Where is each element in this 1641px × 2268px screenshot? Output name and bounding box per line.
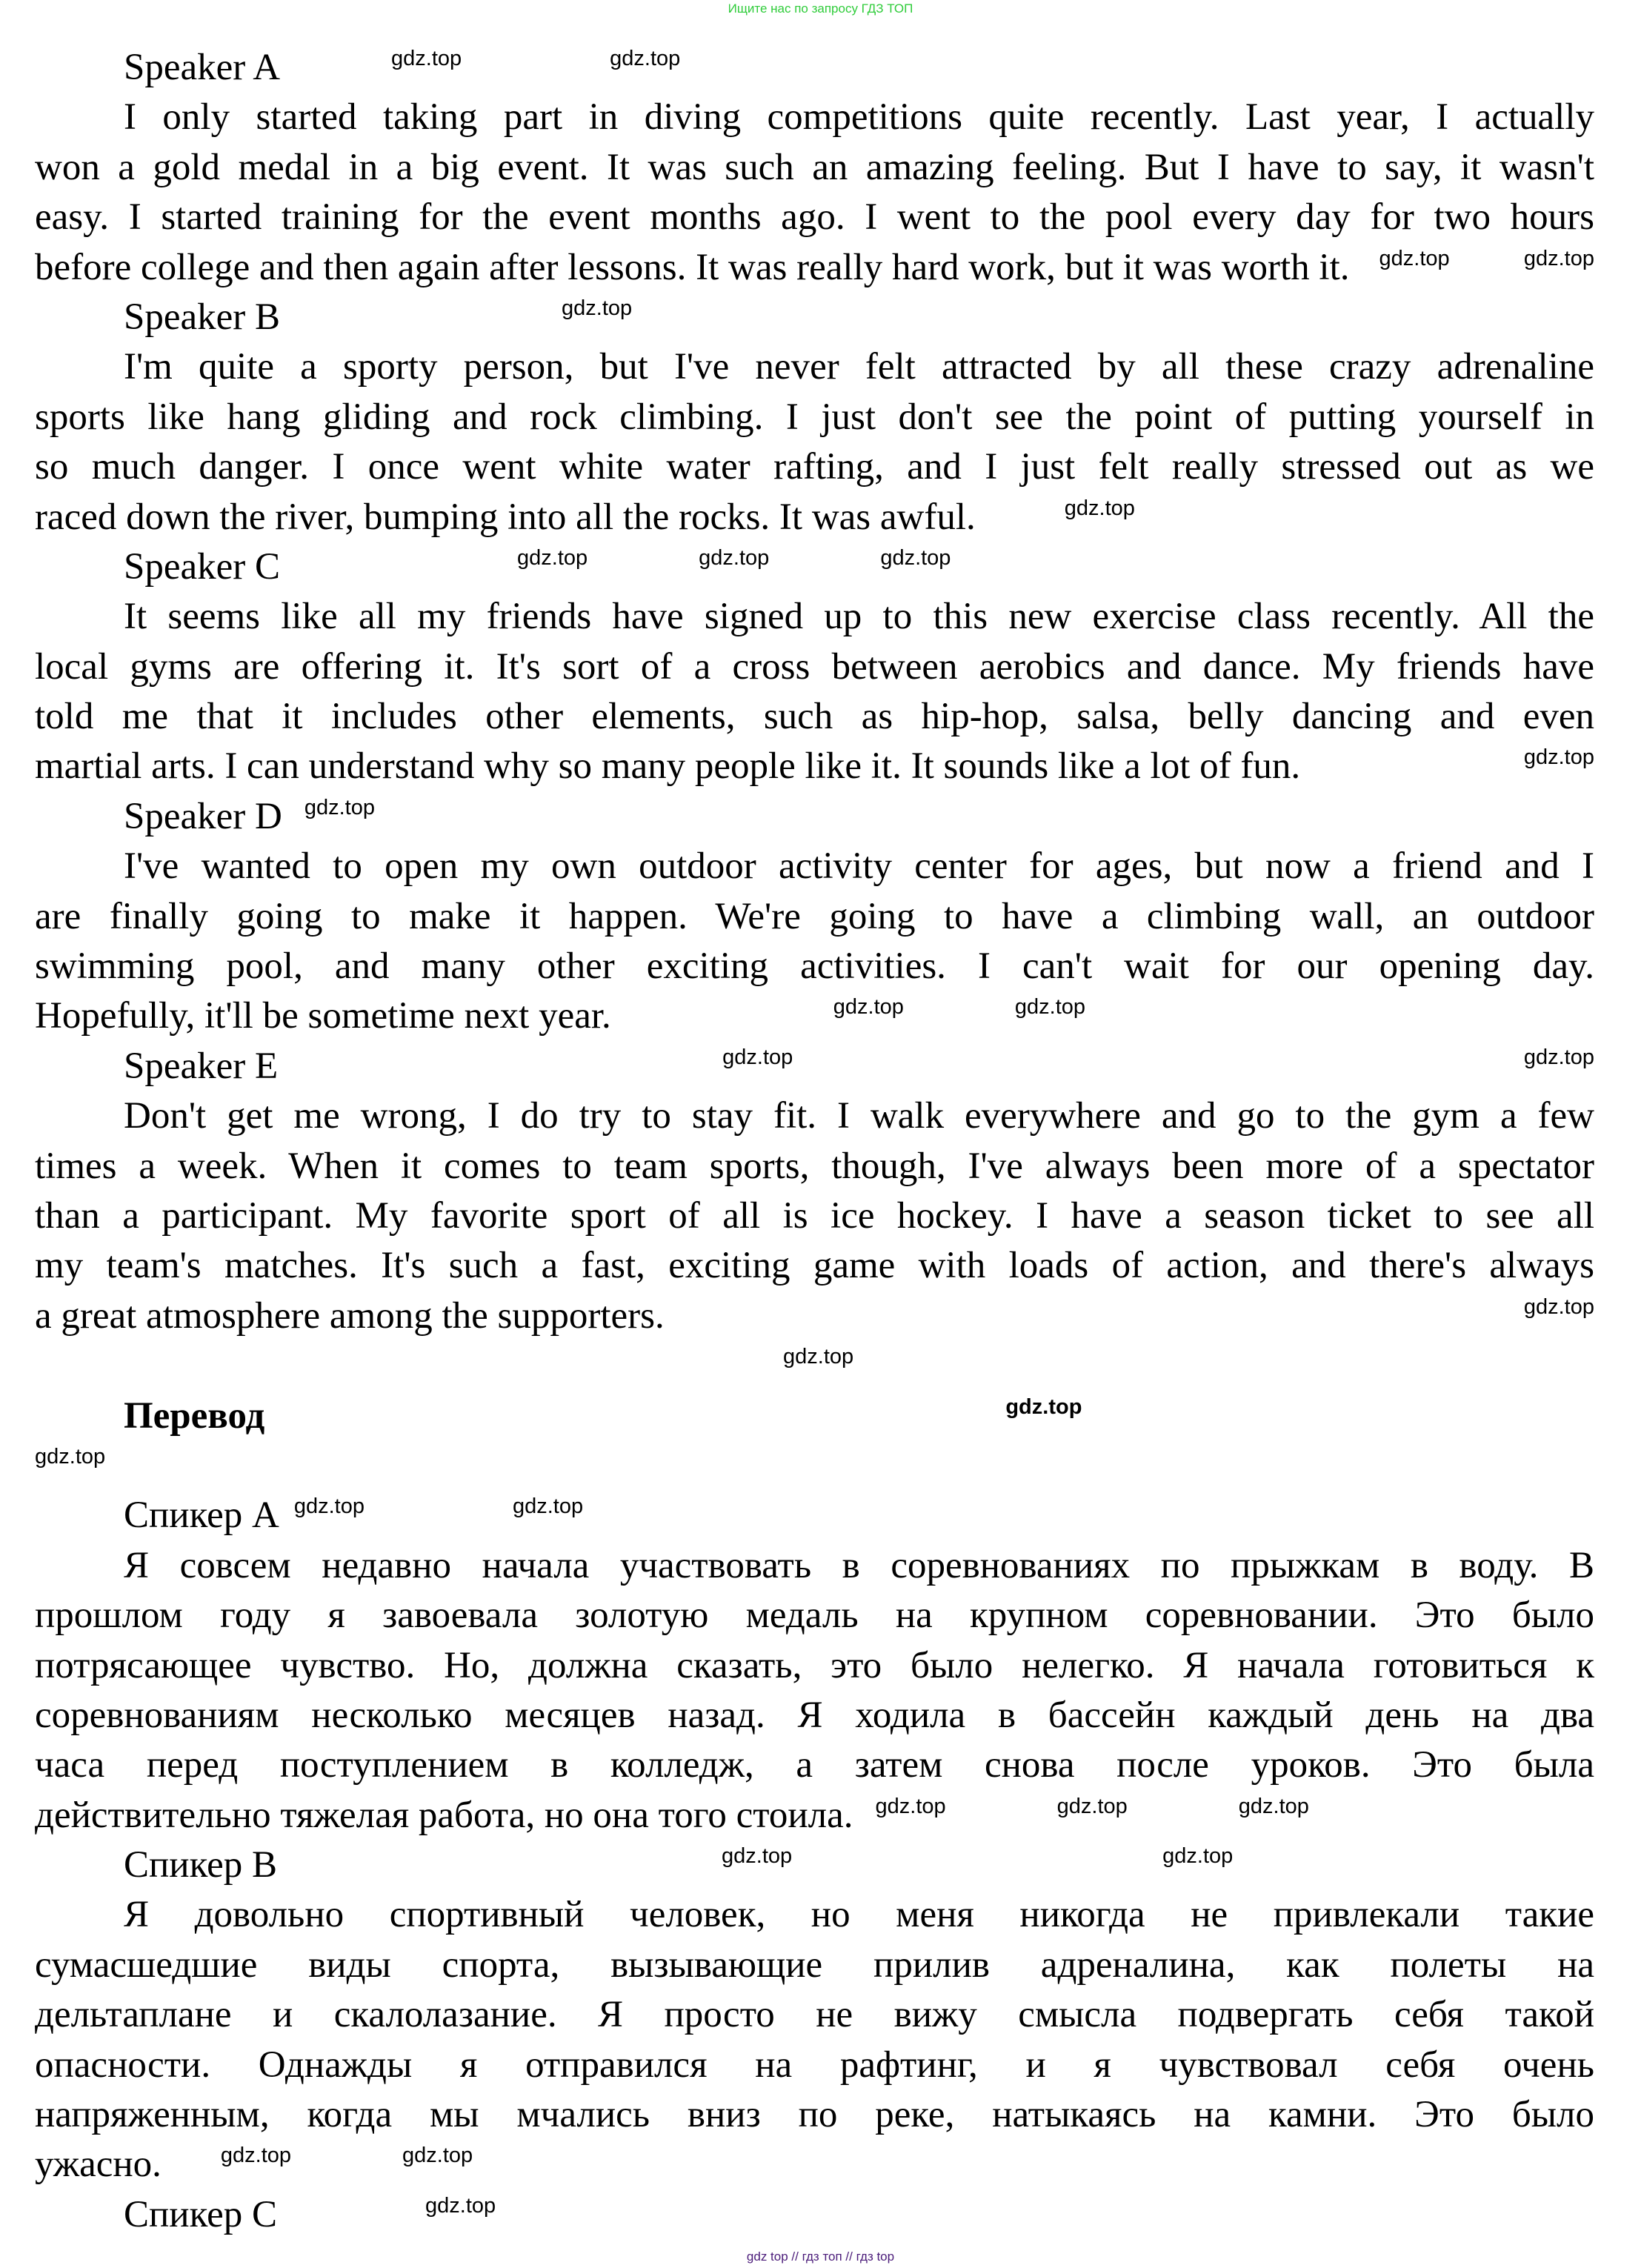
watermark: gdz.top xyxy=(783,1345,854,1369)
text-line: часа перед поступлением в колледж, а затем снова после уроков. Это была xyxy=(35,1744,1594,1786)
text-line: Я совсем недавно начала участвовать в соревнованиях по прыжкам в воду. В xyxy=(124,1544,1594,1586)
paragraph xyxy=(35,592,1594,792)
watermark: gdz.top xyxy=(402,2144,473,2168)
text-line: are finally going to make it happen. We're going to have a climbing wall, an outdoor xyxy=(35,895,1594,937)
watermark: gdz.top xyxy=(391,47,462,70)
text-line-content: ужасно. xyxy=(35,2144,162,2186)
speaker-heading: Speaker E xyxy=(124,1045,279,1087)
text-line: told me that it includes other elements, such as hip-hop, salsa, belly dancing and even xyxy=(35,696,1594,738)
speaker-heading: Спикер B xyxy=(124,1844,278,1886)
watermark: gdz.top xyxy=(1238,1794,1309,1818)
watermark: gdz.top xyxy=(425,2193,496,2218)
speaker-heading-line xyxy=(35,1491,1594,1540)
text-line: local gyms are offering it. It's sort of a cross between aerobics and dance. My friends have xyxy=(35,645,1594,688)
text-line: соревнованиям несколько месяцев назад. Я ходила в бассейн каждый день на два xyxy=(35,1694,1594,1736)
text-line: сумасшедшие виды спорта, вызывающие прилив адреналина, как полеты на xyxy=(35,1943,1594,1986)
text-line-content: martial arts. I can understand why so many people like it. It sounds like a lot of fun. xyxy=(35,745,1301,788)
text-line xyxy=(35,742,1594,791)
paragraph xyxy=(35,1890,1594,2189)
text-line xyxy=(35,493,1594,542)
text-line: times a week. When it comes to team sports, though, I've always been more of a spectator xyxy=(35,1145,1594,1187)
text-line: дельтаплане и скалолазание. Я просто не вижу смысла подвергать себя такой xyxy=(35,1994,1594,2036)
speaker-heading-line xyxy=(35,293,1594,342)
text-line: Don't get me wrong, I do try to stay fit. I walk everywhere and go to the gym a few xyxy=(124,1095,1594,1137)
watermark: gdz.top xyxy=(1523,1294,1594,1319)
speaker-heading: Спикер A xyxy=(124,1494,279,1537)
text-line: Я довольно спортивный человек, но меня никогда не привлекали такие xyxy=(124,1894,1594,1936)
text-line-content: Hopefully, it'll be sometime next year. xyxy=(35,995,611,1037)
watermark: gdz.top xyxy=(875,1794,946,1818)
text-line xyxy=(35,243,1594,293)
speaker-heading-line xyxy=(35,792,1594,842)
text-line xyxy=(35,1291,1594,1341)
text-line: потрясающее чувство. Но, должна сказать, это было нелегко. Я начала готовиться к xyxy=(35,1644,1594,1686)
text-line-content: a great atmosphere among the supporters. xyxy=(35,1294,665,1337)
text-line: I only started taking part in diving competitions quite recently. Last year, I actually xyxy=(124,96,1594,139)
blank-line xyxy=(35,1441,1594,1491)
watermark: gdz.top xyxy=(722,1045,793,1069)
watermark: gdz.top xyxy=(1162,1844,1234,1869)
speaker-heading: Speaker A xyxy=(124,47,281,88)
text-line xyxy=(35,991,1594,1041)
speaker-heading: Speaker C xyxy=(124,545,281,588)
watermark: gdz.top xyxy=(833,995,904,1020)
speaker-heading: Спикер C xyxy=(124,2193,278,2235)
watermark: gdz.top xyxy=(1064,496,1135,520)
text-line: my team's matches. It's such a fast, exciting game with loads of action, and there's always xyxy=(35,1245,1594,1287)
watermark: gdz.top xyxy=(880,545,951,570)
text-line: swimming pool, and many other exciting activities. I can't wait for our opening day. xyxy=(35,945,1594,988)
speaker-heading-line xyxy=(35,1042,1594,1091)
text-line: напряженным, когда мы мчались вниз по реке, натыкаясь на камни. Это было xyxy=(35,2094,1594,2136)
paragraph xyxy=(35,842,1594,1042)
section-title: Перевод xyxy=(124,1394,265,1437)
watermark: gdz.top xyxy=(562,296,633,320)
paragraph xyxy=(35,93,1594,293)
paragraph xyxy=(35,1541,1594,1840)
text-line: so much danger. I once went white water rafting, and I just felt really stressed out as we xyxy=(35,446,1594,488)
watermark: gdz.top xyxy=(722,1844,793,1869)
watermark: gdz.top xyxy=(517,545,588,570)
watermark: gdz.top xyxy=(1056,1794,1128,1818)
watermark: gdz.top xyxy=(1005,1394,1082,1419)
text-line: I've wanted to open my own outdoor activity center for ages, but now a friend and I xyxy=(124,845,1594,888)
text-line: than a participant. My favorite sport of all is ice hockey. I have a season ticket to see all xyxy=(35,1194,1594,1237)
watermark: gdz.top xyxy=(293,1494,365,1519)
paragraph xyxy=(35,342,1594,542)
speaker-heading-line xyxy=(35,43,1594,93)
watermark: gdz.top xyxy=(512,1494,584,1519)
text-line: I'm quite a sporty person, but I've never felt attracted by all these crazy adrenaline xyxy=(124,346,1594,388)
watermark: gdz.top xyxy=(610,47,681,70)
bottom-banner[interactable]: gdz top // гдз топ // гдз top xyxy=(746,2249,895,2264)
section-title-line xyxy=(35,1391,1594,1441)
watermark: gdz.top xyxy=(1523,745,1594,770)
watermark: gdz.top xyxy=(1014,995,1086,1020)
top-banner[interactable]: Ищите нас по запросу ГДЗ ТОП xyxy=(728,1,913,16)
document-body xyxy=(35,43,1594,2240)
speaker-heading-line xyxy=(35,1840,1594,1890)
watermark: gdz.top xyxy=(1523,1045,1594,1069)
text-line: It seems like all my friends have signed up to this new exercise class recently. All the xyxy=(124,596,1594,638)
text-line: прошлом году я завоевала золотую медаль на крупном соревновании. Это было xyxy=(35,1594,1594,1637)
watermark: gdz.top xyxy=(35,1444,106,1469)
text-line xyxy=(35,2140,1594,2189)
text-line: won a gold medal in a big event. It was such an amazing feeling. But I have to say, it wasn't xyxy=(35,146,1594,188)
watermark: gdz.top xyxy=(1379,246,1450,270)
blank-line xyxy=(35,1341,1594,1391)
paragraph xyxy=(35,1091,1594,1341)
text-line-content: действительно тяжелая работа, но она того стоила. xyxy=(35,1794,853,1836)
text-line-content: before college and then again after lessons. It was really hard work, but it was worth it. xyxy=(35,246,1350,288)
text-line: easy. I started training for the event months ago. I went to the pool every day for two hours xyxy=(35,196,1594,239)
text-line-content: raced down the river, bumping into all the rocks. It was awful. xyxy=(35,496,976,538)
text-line xyxy=(35,1791,1594,1840)
speaker-heading-line xyxy=(35,2190,1594,2240)
speaker-heading: Speaker B xyxy=(124,296,281,338)
text-line: sports like hang gliding and rock climbing. I just don't see the point of putting yourself in xyxy=(35,396,1594,438)
watermark: gdz.top xyxy=(220,2144,292,2168)
text-line: опасности. Однажды я отправился на рафтинг, и я чувствовал себя очень xyxy=(35,2043,1594,2086)
speaker-heading: Speaker D xyxy=(124,795,282,837)
watermark: gdz.top xyxy=(304,795,375,819)
watermark: gdz.top xyxy=(1523,246,1594,270)
speaker-heading-line xyxy=(35,542,1594,592)
watermark: gdz.top xyxy=(699,545,770,570)
